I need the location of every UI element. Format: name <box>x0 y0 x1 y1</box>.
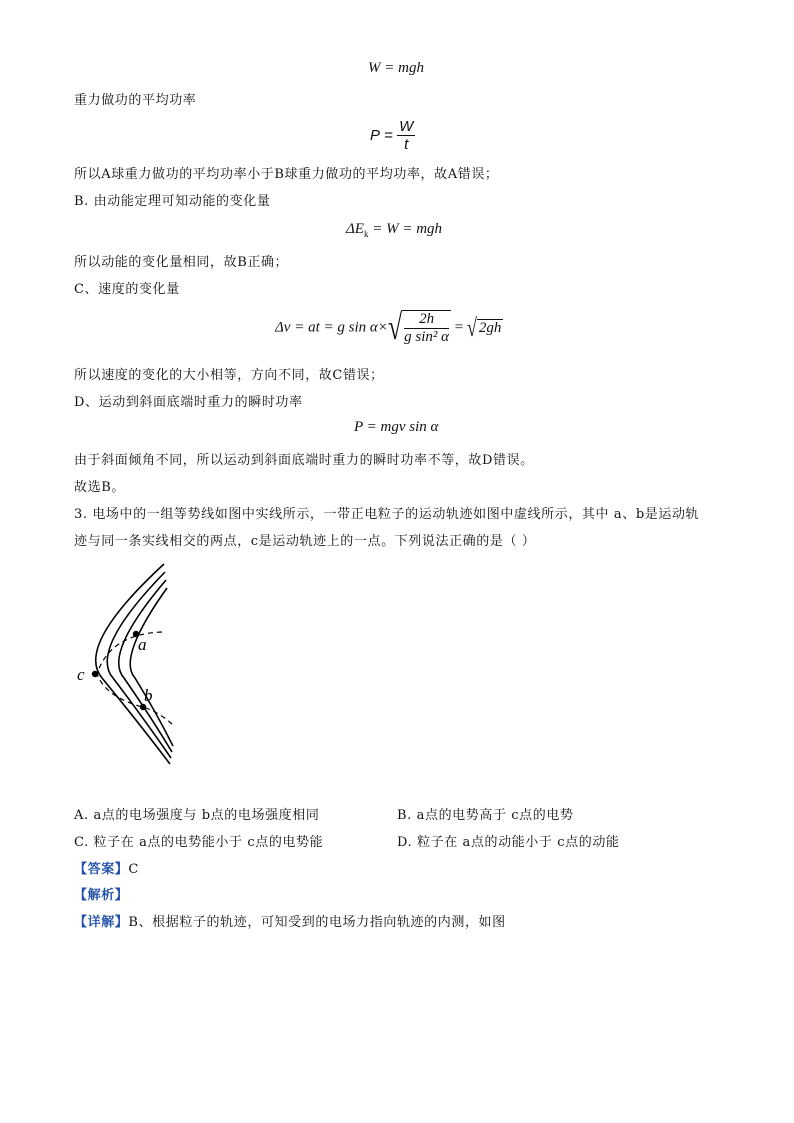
text-line: 由于斜面倾角不同，所以运动到斜面底端时重力的瞬时功率不等，故D错误。 <box>74 453 534 468</box>
text-line: B. 由动能定理可知动能的变化量 <box>74 194 271 209</box>
question-text: 迹与同一条实线相交的两点，c是运动轨迹上的一点。下列说法正确的是（ ） <box>74 534 536 549</box>
option-a[interactable]: A. a点的电场强度与 b点的电场强度相同 <box>74 808 320 823</box>
answer-row <box>74 861 139 879</box>
text-line: 重力做功的平均功率 <box>74 93 197 108</box>
detail-label: 【详解】 <box>74 915 129 930</box>
detail-row <box>74 914 506 932</box>
formula-work: W = mgh <box>368 60 424 76</box>
text-line: C、速度的变化量 <box>74 282 180 297</box>
answer-value: C <box>128 862 139 877</box>
formula-kinetic-energy-change: $\Delta E_k = W$ = mgh <box>346 221 443 239</box>
point-c <box>92 671 98 677</box>
equipotential-figure <box>70 558 200 772</box>
label-c: c <box>77 665 85 684</box>
question-text: 3. 电场中的一组等势线如图中实线所示，一带正电粒子的运动轨迹如图中虚线所示，其中 a、b是运动轨 <box>74 507 700 522</box>
formula-average-power: P = $\frac{W}{t}$ <box>370 118 414 153</box>
analysis-label: 【解析】 <box>74 888 129 903</box>
text-line: 所以速度的变化的大小相等，方向不同，故C错误； <box>74 368 384 383</box>
equipotential-lines <box>96 564 173 764</box>
formula-instantaneous-power: P = mgv sin α <box>354 419 439 435</box>
option-c[interactable]: C. 粒子在 a点的电势能小于 c点的电势能 <box>74 835 324 850</box>
text-line: 所以A球重力做功的平均功率小于B球重力做功的平均功率，故A错误； <box>74 167 499 182</box>
answer-label: 【答案】 <box>74 862 129 877</box>
text-line: D、运动到斜面底端时重力的瞬时功率 <box>74 395 303 410</box>
detail-text: B、根据粒子的轨迹，可知受到的电场力指向轨迹的内测，如图 <box>128 915 506 930</box>
option-d[interactable]: D. 粒子在 a点的动能小于 c点的动能 <box>397 835 620 850</box>
label-b: b <box>144 686 153 705</box>
text-line: 故选B。 <box>74 480 125 495</box>
label-a: a <box>138 635 147 654</box>
text-line: 所以动能的变化量相同，故B正确； <box>74 255 289 270</box>
formula-velocity-change: Δv = at = g sin α×√ $\frac{2h}{\text{g sin² α}}$ = √ 2gh <box>275 307 502 348</box>
option-b[interactable]: B. a点的电势高于 c点的电势 <box>397 808 574 823</box>
